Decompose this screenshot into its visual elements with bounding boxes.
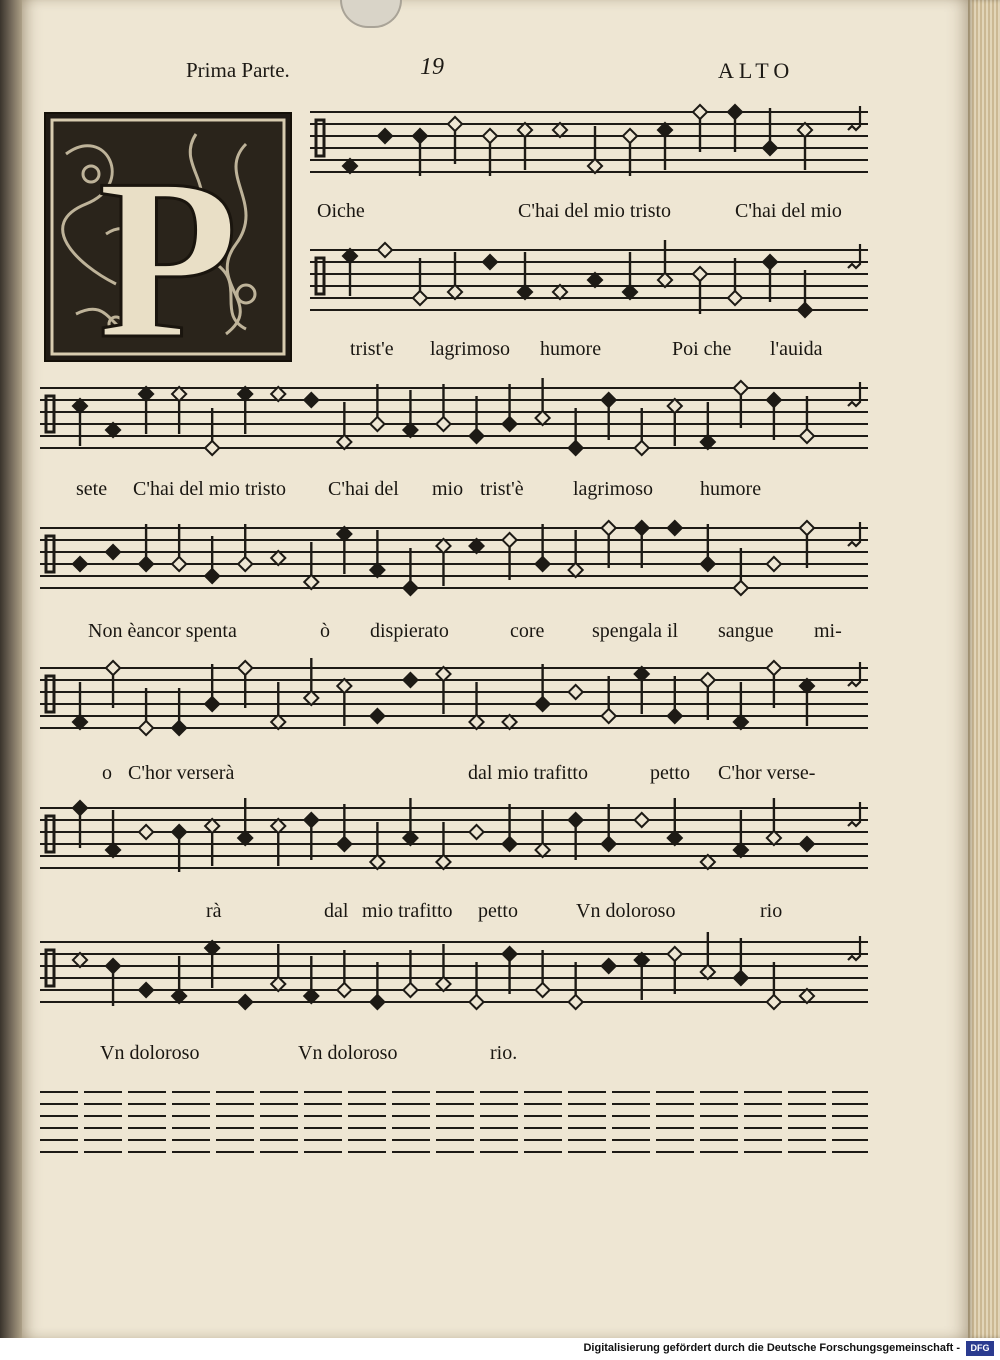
note-head xyxy=(370,855,384,869)
note-head xyxy=(734,843,748,857)
note-head xyxy=(668,399,682,413)
lyric: C'hai del mio xyxy=(735,200,842,222)
note-head xyxy=(658,273,672,287)
note-head xyxy=(502,417,516,431)
note-head xyxy=(469,825,483,839)
note-head xyxy=(343,249,357,263)
note-head xyxy=(403,673,417,687)
note-head xyxy=(172,825,186,839)
note-head xyxy=(502,837,516,851)
note-head xyxy=(436,667,450,681)
footer-bar xyxy=(0,1338,1000,1360)
note-head xyxy=(798,123,812,137)
note-head xyxy=(271,551,285,565)
note-head xyxy=(635,813,649,827)
note-head xyxy=(668,831,682,845)
note-head xyxy=(502,715,516,729)
note-head xyxy=(693,105,707,119)
lyric: C'hai del mio tristo xyxy=(133,478,287,500)
note-head xyxy=(483,255,497,269)
note-head xyxy=(623,129,637,143)
lyric: sete xyxy=(76,478,108,500)
lyric: spengala il xyxy=(592,620,679,642)
custos-mark xyxy=(848,662,860,686)
note-head xyxy=(403,423,417,437)
note-head xyxy=(668,521,682,535)
note-head xyxy=(602,959,616,973)
note-head xyxy=(800,989,814,1003)
note-head xyxy=(413,291,427,305)
lyric: C'hor verserà xyxy=(128,762,235,784)
lyric: petto xyxy=(478,900,518,922)
lyric: mio xyxy=(432,478,464,500)
note-head xyxy=(763,141,777,155)
note-head xyxy=(106,959,120,973)
lyric: core xyxy=(510,620,545,642)
note-head xyxy=(448,117,462,131)
note-head xyxy=(139,387,153,401)
note-head xyxy=(701,965,715,979)
note-head xyxy=(304,989,318,1003)
clef-mark xyxy=(316,120,324,156)
note-head xyxy=(502,947,516,961)
note-head xyxy=(701,855,715,869)
notes-system-4 xyxy=(46,521,860,595)
clef-mark xyxy=(46,676,54,712)
note-head xyxy=(106,661,120,675)
note-head xyxy=(588,273,602,287)
note-head xyxy=(337,435,351,449)
note-head xyxy=(436,977,450,991)
page-edge-right xyxy=(968,0,1000,1338)
note-head xyxy=(106,843,120,857)
staff-system-2 xyxy=(310,238,870,338)
staff-system-3 xyxy=(40,376,870,476)
note-head xyxy=(403,983,417,997)
note-head xyxy=(536,983,550,997)
lyric: humore xyxy=(700,478,762,500)
notes-system-2 xyxy=(316,240,860,317)
note-head xyxy=(635,667,649,681)
note-head xyxy=(798,303,812,317)
note-head xyxy=(378,243,392,257)
note-head xyxy=(553,285,567,299)
note-head xyxy=(602,837,616,851)
decorated-initial-art xyxy=(46,114,290,360)
lyric: o xyxy=(102,762,112,784)
note-head xyxy=(536,843,550,857)
note-head xyxy=(304,393,318,407)
note-head xyxy=(370,563,384,577)
lyric: trist'e xyxy=(350,338,394,360)
lyric: C'hai del mio tristo xyxy=(518,200,672,222)
note-head xyxy=(701,673,715,687)
lyric: Non èancor spenta xyxy=(88,620,237,642)
note-head xyxy=(304,575,318,589)
note-head xyxy=(767,557,781,571)
note-head xyxy=(635,953,649,967)
note-head xyxy=(436,417,450,431)
note-head xyxy=(139,825,153,839)
note-head xyxy=(767,831,781,845)
note-head xyxy=(518,123,532,137)
lyric: mio trafitto xyxy=(362,900,453,922)
note-head xyxy=(469,995,483,1009)
note-head xyxy=(205,941,219,955)
note-head xyxy=(569,685,583,699)
note-head xyxy=(139,557,153,571)
lyric: humore xyxy=(540,338,602,360)
note-head xyxy=(106,545,120,559)
note-head xyxy=(800,679,814,693)
note-head xyxy=(205,819,219,833)
note-head xyxy=(238,387,252,401)
note-head xyxy=(205,569,219,583)
note-head xyxy=(800,521,814,535)
note-head xyxy=(734,381,748,395)
note-head xyxy=(238,557,252,571)
note-head xyxy=(73,715,87,729)
lyric: dal mio trafitto xyxy=(468,762,588,784)
note-head xyxy=(403,831,417,845)
note-head xyxy=(378,129,392,143)
note-head xyxy=(800,837,814,851)
note-head xyxy=(668,947,682,961)
note-head xyxy=(728,105,742,119)
clef-mark xyxy=(46,816,54,852)
note-head xyxy=(536,557,550,571)
book-spine-left xyxy=(0,0,24,1338)
staff-system-1 xyxy=(310,100,870,200)
note-head xyxy=(205,697,219,711)
clef-mark xyxy=(46,536,54,572)
lyric: lagrimoso xyxy=(430,338,510,360)
lyric: trist'è xyxy=(480,478,524,500)
note-head xyxy=(553,123,567,137)
note-head xyxy=(728,291,742,305)
note-head xyxy=(238,831,252,845)
note-head xyxy=(536,411,550,425)
note-head xyxy=(701,557,715,571)
funding-credit: Digitalisierung gefördert durch die Deutsche Forschungsgemeinschaft - xyxy=(583,1342,960,1354)
note-head xyxy=(238,995,252,1009)
note-head xyxy=(469,715,483,729)
staff-system-4 xyxy=(40,516,870,616)
note-head xyxy=(370,995,384,1009)
note-head xyxy=(800,429,814,443)
note-head xyxy=(569,995,583,1009)
note-head xyxy=(337,837,351,851)
clef-mark xyxy=(316,258,324,294)
note-head xyxy=(403,581,417,595)
notes-system-6 xyxy=(46,798,860,872)
note-head xyxy=(73,557,87,571)
note-head xyxy=(337,983,351,997)
notes-system-1 xyxy=(316,105,860,176)
staff-system-5 xyxy=(40,656,870,756)
staff-system-7 xyxy=(40,930,870,1030)
custos-mark xyxy=(848,802,860,826)
note-head xyxy=(668,709,682,723)
lyric: Vn doloroso xyxy=(298,1042,398,1064)
note-head xyxy=(469,539,483,553)
note-head xyxy=(483,129,497,143)
note-head xyxy=(693,267,707,281)
note-head xyxy=(623,285,637,299)
note-head xyxy=(569,441,583,455)
custos-mark xyxy=(848,106,860,130)
lyric: C'hai del xyxy=(328,478,399,500)
note-head xyxy=(569,563,583,577)
staff-system-6 xyxy=(40,796,870,896)
note-head xyxy=(337,679,351,693)
note-head xyxy=(767,393,781,407)
note-head xyxy=(469,429,483,443)
notes-system-7 xyxy=(46,932,860,1009)
note-head xyxy=(701,435,715,449)
initial-letter: P xyxy=(97,131,239,360)
note-head xyxy=(448,285,462,299)
custos-mark xyxy=(848,522,860,546)
custos-mark xyxy=(848,936,860,960)
note-head xyxy=(172,989,186,1003)
lyric: l'auida xyxy=(770,338,823,360)
note-head xyxy=(734,581,748,595)
note-head xyxy=(767,995,781,1009)
note-head xyxy=(602,521,616,535)
header-part: Prima Parte. xyxy=(186,58,290,82)
note-head xyxy=(73,399,87,413)
note-head xyxy=(238,661,252,675)
note-head xyxy=(763,255,777,269)
empty-staff xyxy=(40,1082,870,1172)
note-head xyxy=(370,709,384,723)
lyric: C'hor verse- xyxy=(718,762,816,784)
lyric: Oiche xyxy=(317,200,365,222)
note-head xyxy=(436,855,450,869)
note-head xyxy=(635,441,649,455)
note-head xyxy=(569,813,583,827)
lyric: sangue xyxy=(718,620,774,642)
note-head xyxy=(172,557,186,571)
lyric: mi- xyxy=(814,620,842,642)
note-head xyxy=(73,801,87,815)
note-head xyxy=(304,691,318,705)
clef-mark xyxy=(46,950,54,986)
note-head xyxy=(172,721,186,735)
lyric: rà xyxy=(206,900,222,922)
note-head xyxy=(602,709,616,723)
lyric: rio. xyxy=(490,1042,518,1064)
note-head xyxy=(337,527,351,541)
custos-mark xyxy=(848,244,860,268)
note-head xyxy=(139,721,153,735)
note-head xyxy=(205,441,219,455)
dfg-logo: DFG xyxy=(966,1341,994,1356)
header-voice: ALTO xyxy=(718,58,795,83)
clef-mark xyxy=(46,396,54,432)
lyric: Vn doloroso xyxy=(100,1042,200,1064)
notes-system-3 xyxy=(46,378,860,455)
note-head xyxy=(304,813,318,827)
note-head xyxy=(588,159,602,173)
note-head xyxy=(413,129,427,143)
note-head xyxy=(271,977,285,991)
note-head xyxy=(370,417,384,431)
note-head xyxy=(536,697,550,711)
page-number: 19 xyxy=(420,54,444,80)
note-head xyxy=(767,661,781,675)
note-head xyxy=(518,285,532,299)
note-head xyxy=(658,123,672,137)
note-head xyxy=(734,715,748,729)
note-head xyxy=(436,539,450,553)
lyric: Vn doloroso xyxy=(576,900,676,922)
note-head xyxy=(635,521,649,535)
lyric: ò xyxy=(320,620,330,642)
note-head xyxy=(73,953,87,967)
note-head xyxy=(602,393,616,407)
note-head xyxy=(271,819,285,833)
decorated-initial xyxy=(44,112,292,362)
note-head xyxy=(343,159,357,173)
custos-mark xyxy=(848,382,860,406)
note-head xyxy=(139,983,153,997)
note-head xyxy=(734,971,748,985)
note-head xyxy=(172,387,186,401)
lyric: Poi che xyxy=(672,338,732,360)
lyric: rio xyxy=(760,900,783,922)
lyric: dal xyxy=(324,900,349,922)
lyric: lagrimoso xyxy=(573,478,653,500)
lyric: petto xyxy=(650,762,690,784)
note-head xyxy=(271,715,285,729)
lyric: dispierato xyxy=(370,620,449,642)
note-head xyxy=(271,387,285,401)
notes-system-5 xyxy=(46,658,860,735)
note-head xyxy=(502,533,516,547)
note-head xyxy=(106,423,120,437)
